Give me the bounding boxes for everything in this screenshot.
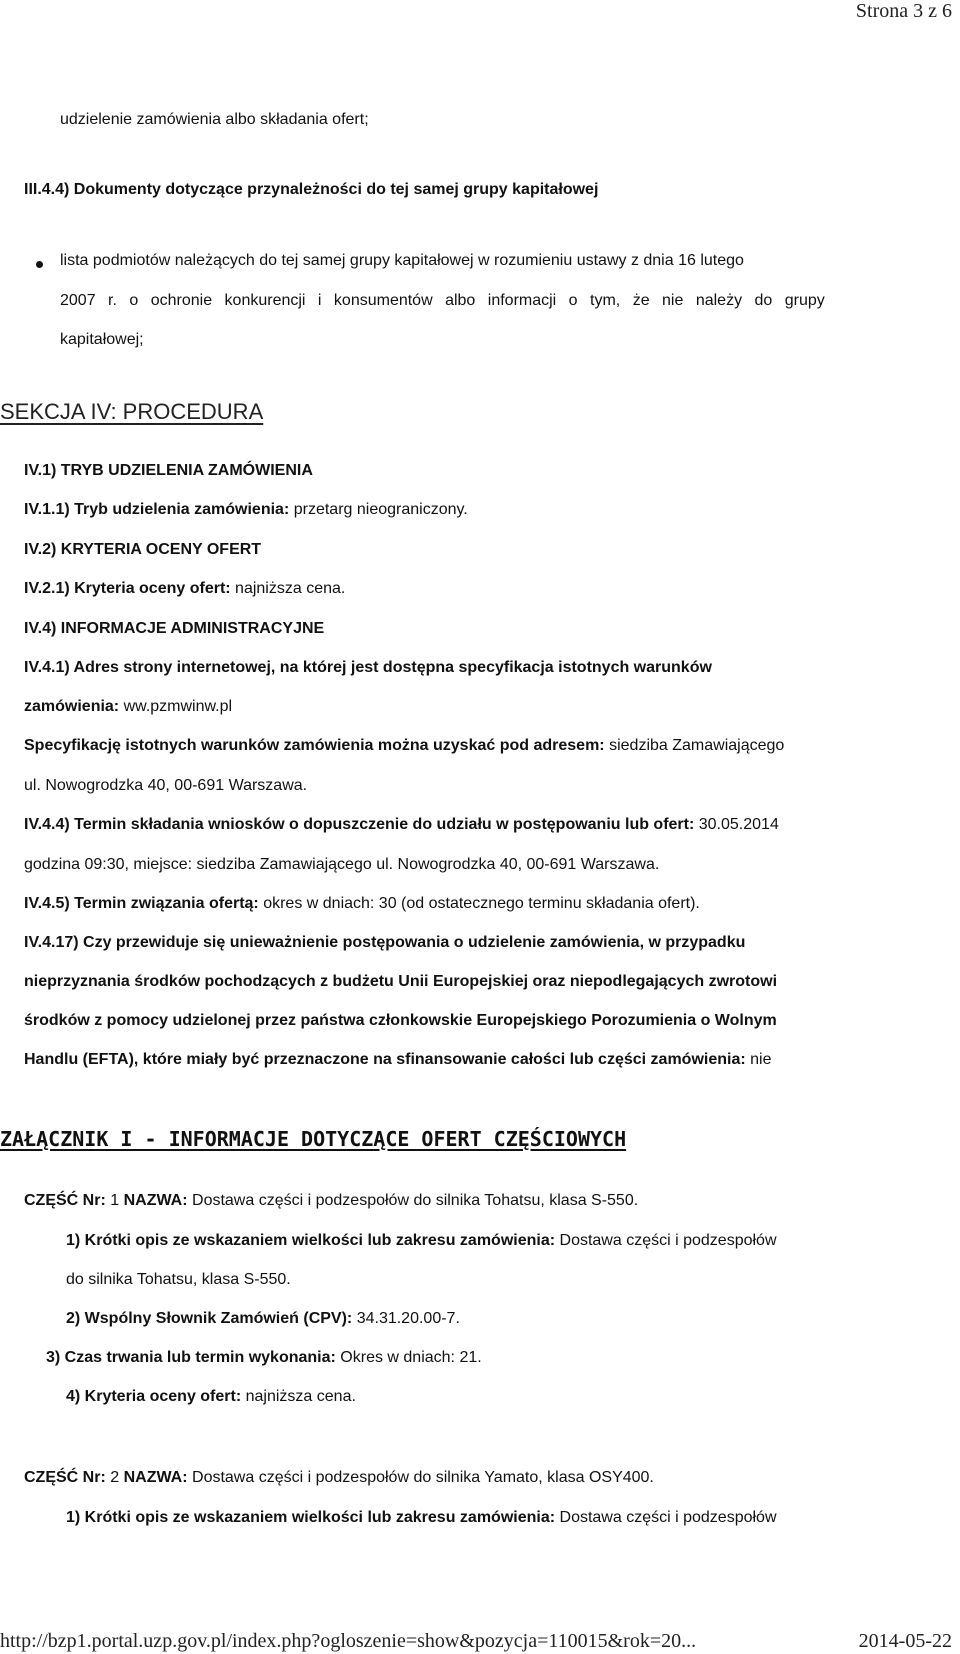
field-value: 30.05.2014 <box>694 816 779 833</box>
field-line <box>24 501 468 519</box>
field-line <box>24 816 779 834</box>
field-label: Handlu (EFTA), które miały być przeznaczone na sfinansowanie całości lub części zamówienia: <box>24 1051 746 1068</box>
field-value: Okres w dniach: 21. <box>335 1349 482 1366</box>
field-line <box>24 698 232 716</box>
field-line <box>24 580 345 598</box>
field-line <box>66 1310 460 1328</box>
text-line: udzielenie zamówienia albo składania ofert; <box>60 111 369 128</box>
field-line <box>24 1051 771 1069</box>
field-value: Dostawa części i podzespołów do silnika Yamato, klasa OSY400. <box>187 1469 654 1486</box>
field-line <box>66 1232 777 1250</box>
field-label: CZĘŚĆ Nr: <box>24 1469 106 1486</box>
field-label: IV.4.5) Termin związania ofertą: <box>24 895 259 912</box>
field-label: IV.4.17) Czy przewiduje się unieważnienie postępowania o udzielenie zamówienia, w przypadku <box>24 934 746 951</box>
footer-date: 2014-05-22 <box>858 1630 952 1652</box>
field-label: IV.4.4) Termin składania wniosków o dopuszczenie do udziału w postępowaniu lub ofert: <box>24 816 695 833</box>
page-number: Strona 3 z 6 <box>855 0 952 22</box>
footer-url: http://bzp1.portal.uzp.gov.pl/index.php?ogloszenie=show&pozycja=110015&rok=20... <box>0 1630 697 1652</box>
field-line <box>66 1388 356 1406</box>
field-label: 1) Krótki opis ze wskazaniem wielkości lub zakresu zamówienia: <box>66 1232 556 1249</box>
field-label: 1) Krótki opis ze wskazaniem wielkości lub zakresu zamówienia: <box>66 1509 556 1526</box>
part-header <box>24 1192 638 1210</box>
field-label: CZĘŚĆ Nr: <box>24 1192 106 1209</box>
field-value: 34.31.20.00-7. <box>352 1310 460 1327</box>
field-value: przetarg nieograniczony. <box>289 501 468 518</box>
field-value: najniższa cena. <box>241 1388 356 1405</box>
text-line: ul. Nowogrodzka 40, 00-691 Warszawa. <box>24 777 308 794</box>
field-value: Dostawa części i podzespołów <box>555 1232 777 1249</box>
field-value: Dostawa części i podzespołów do silnika Tohatsu, klasa S-550. <box>187 1192 639 1209</box>
field-label: zamówienia: <box>24 698 120 715</box>
section-heading: IV.1) TRYB UDZIELENIA ZAMÓWIENIA <box>24 462 313 479</box>
list-item-continued: 2007 r. o ochronie konkurencji i konsumentów albo informacji o tym, że nie należy do grupy <box>60 292 825 309</box>
field-label: NAZWA: <box>123 1469 188 1486</box>
section-heading: IV.2) KRYTERIA OCENY OFERT <box>24 541 262 558</box>
field-line <box>24 737 784 755</box>
field-label: Specyfikację istotnych warunków zamówienia można uzyskać pod adresem: <box>24 737 605 754</box>
field-line <box>66 1509 777 1527</box>
text-line: do silnika Tohatsu, klasa S-550. <box>66 1271 291 1288</box>
page-footer <box>0 1630 960 1654</box>
field-line <box>24 895 700 913</box>
field-label: 2) Wspólny Słownik Zamówień (CPV): <box>66 1310 353 1327</box>
list-item-continued: kapitałowej; <box>60 331 144 348</box>
field-value: siedziba Zamawiającego <box>604 737 785 754</box>
section-heading: III.4.4) Dokumenty dotyczące przynależności do tej samej grupy kapitałowej <box>24 181 599 198</box>
field-value: okres w dniach: 30 (od ostatecznego terminu składania ofert). <box>258 895 700 912</box>
field-value: nie <box>745 1051 772 1068</box>
field-label: IV.2.1) Kryteria oceny ofert: <box>24 580 231 597</box>
field-value: 1 <box>105 1192 124 1209</box>
field-line <box>46 1349 482 1367</box>
field-label: 3) Czas trwania lub termin wykonania: <box>46 1349 336 1366</box>
field-value: najniższa cena. <box>230 580 346 597</box>
list-item: lista podmiotów należących do tej samej grupy kapitałowej w rozumieniu ustawy z dnia 16 lutego <box>60 252 744 269</box>
annex-title: ZAŁĄCZNIK I - INFORMACJE DOTYCZĄCE OFERT CZĘŚCIOWYCH <box>0 1127 627 1151</box>
field-label: 4) Kryteria oceny ofert: <box>66 1388 242 1405</box>
text-line: godzina 09:30, miejsce: siedziba Zamawiającego ul. Nowogrodzka 40, 00-691 Warszawa. <box>24 856 660 873</box>
field-value: Dostawa części i podzespołów <box>555 1509 777 1526</box>
field-value: ww.pzmwinw.pl <box>119 698 233 715</box>
bullet-icon <box>36 261 43 268</box>
field-label: środków z pomocy udzielonej przez państwa członkowskie Europejskiego Porozumienia o Wolnym <box>24 1012 777 1029</box>
field-label: IV.1.1) Tryb udzielenia zamówienia: <box>24 501 290 518</box>
section-title: SEKCJA IV: PROCEDURA <box>0 399 264 424</box>
part-header <box>24 1469 654 1487</box>
field-label: NAZWA: <box>123 1192 188 1209</box>
section-heading: IV.4) INFORMACJE ADMINISTRACYJNE <box>24 620 325 637</box>
field-value: 2 <box>105 1469 124 1486</box>
field-label: IV.4.1) Adres strony internetowej, na której jest dostępna specyfikacja istotnych warunków <box>24 659 712 676</box>
field-label: nieprzyznania środków pochodzących z budżetu Unii Europejskiej oraz niepodlegających zwrotowi <box>24 973 778 990</box>
